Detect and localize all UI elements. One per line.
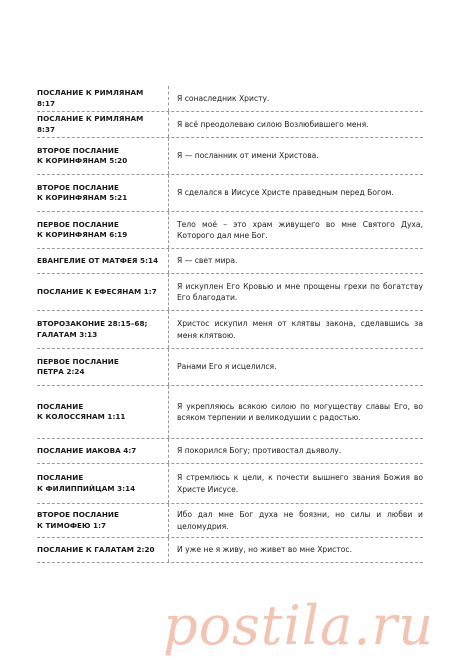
verse-text: Ибо дал мне Бог духа не боязни, но силы и любви и целомудрия. [177,510,423,531]
table-row [37,175,423,212]
verse-reference: ПЕРВОЕ ПОСЛАНИЕ К КОРИНФЯНАМ 6:19 [37,212,169,248]
table-row [37,538,423,563]
verse-reference: ВТОРОЗАКОНИЕ 28:15–68; ГАЛАТАМ 3:13 [37,311,169,348]
table-row [37,349,423,386]
verse-reference: ПЕРВОЕ ПОСЛАНИЕ ПЕТРА 2:24 [37,349,169,385]
table-row [37,274,423,311]
table-row [37,86,423,112]
verse-text: Я искуплен Его Кровью и мне прощены грехи по богатству Его благодати. [177,281,423,302]
table-row [37,504,423,538]
verse-reference: ЕВАНГЕЛИЕ ОТ МАТФЕЯ 5:14 [37,249,169,273]
verse-text: Ранами Его я исцелился. [177,362,277,372]
verse-reference: ПОСЛАНИЕ К ФИЛИППИЙЦАМ 3:14 [37,464,169,503]
verse-table [37,86,423,563]
verse-text: Христос искупил меня от клятвы закона, сделавшись за меня клятвою. [177,319,423,340]
verse-reference: ПОСЛАНИЕ К РИМЛЯНАМ 8:37 [37,112,169,137]
verse-text: Я укрепляюсь всякою силою по могуществу славы Его, во всяком терпении и великодушии с радостью. [177,401,423,422]
verse-text: Тело моё – это храм живущего во мне Святого Духа, Которого дал мне Бог. [177,219,423,240]
verse-text: И уже не я живу, но живет во мне Христос. [177,545,353,555]
verse-reference: ВТОРОЕ ПОСЛАНИЕ К КОРИНФЯНАМ 5:20 [37,138,169,174]
table-row [37,138,423,175]
verse-reference: ПОСЛАНИЕ ИАКОВА 4:7 [37,439,169,463]
verse-reference: ВТОРОЕ ПОСЛАНИЕ К ТИМОФЕЮ 1:7 [37,504,169,537]
table-row [37,439,423,464]
watermark [0,588,460,666]
table-row [37,311,423,349]
verse-reference: ВТОРОЕ ПОСЛАНИЕ К КОРИНФЯНАМ 5:21 [37,175,169,211]
table-row [37,464,423,504]
watermark-logo: postila.ru [163,594,434,657]
verse-text: Я — свет мира. [177,256,238,266]
verse-text: Я всё преодолеваю силою Возлюбившего меня. [177,119,369,129]
verse-text: Я покорился Богу; противостал дьяволу. [177,446,342,456]
verse-text: Я — посланник от имени Христова. [177,151,319,161]
verse-reference: ПОСЛАНИЕ К КОЛОССЯНАМ 1:11 [37,386,169,438]
verse-text: Я сделался в Иисусе Христе праведным перед Богом. [177,188,394,198]
table-row [37,249,423,274]
verse-reference: ПОСЛАНИЕ К ГАЛАТАМ 2:20 [37,538,169,562]
verse-reference: ПОСЛАНИЕ К РИМЛЯНАМ 8:17 [37,86,169,111]
table-row [37,386,423,439]
verse-text: Я стремлюсь к цели, к почести вышнего звания Божия во Христе Иисусе. [177,473,423,494]
table-row [37,212,423,249]
verse-reference: ПОСЛАНИЕ К ЕФЕСЯНАМ 1:7 [37,274,169,310]
table-row [37,112,423,138]
verse-text: Я сонаследник Христу. [177,93,270,103]
